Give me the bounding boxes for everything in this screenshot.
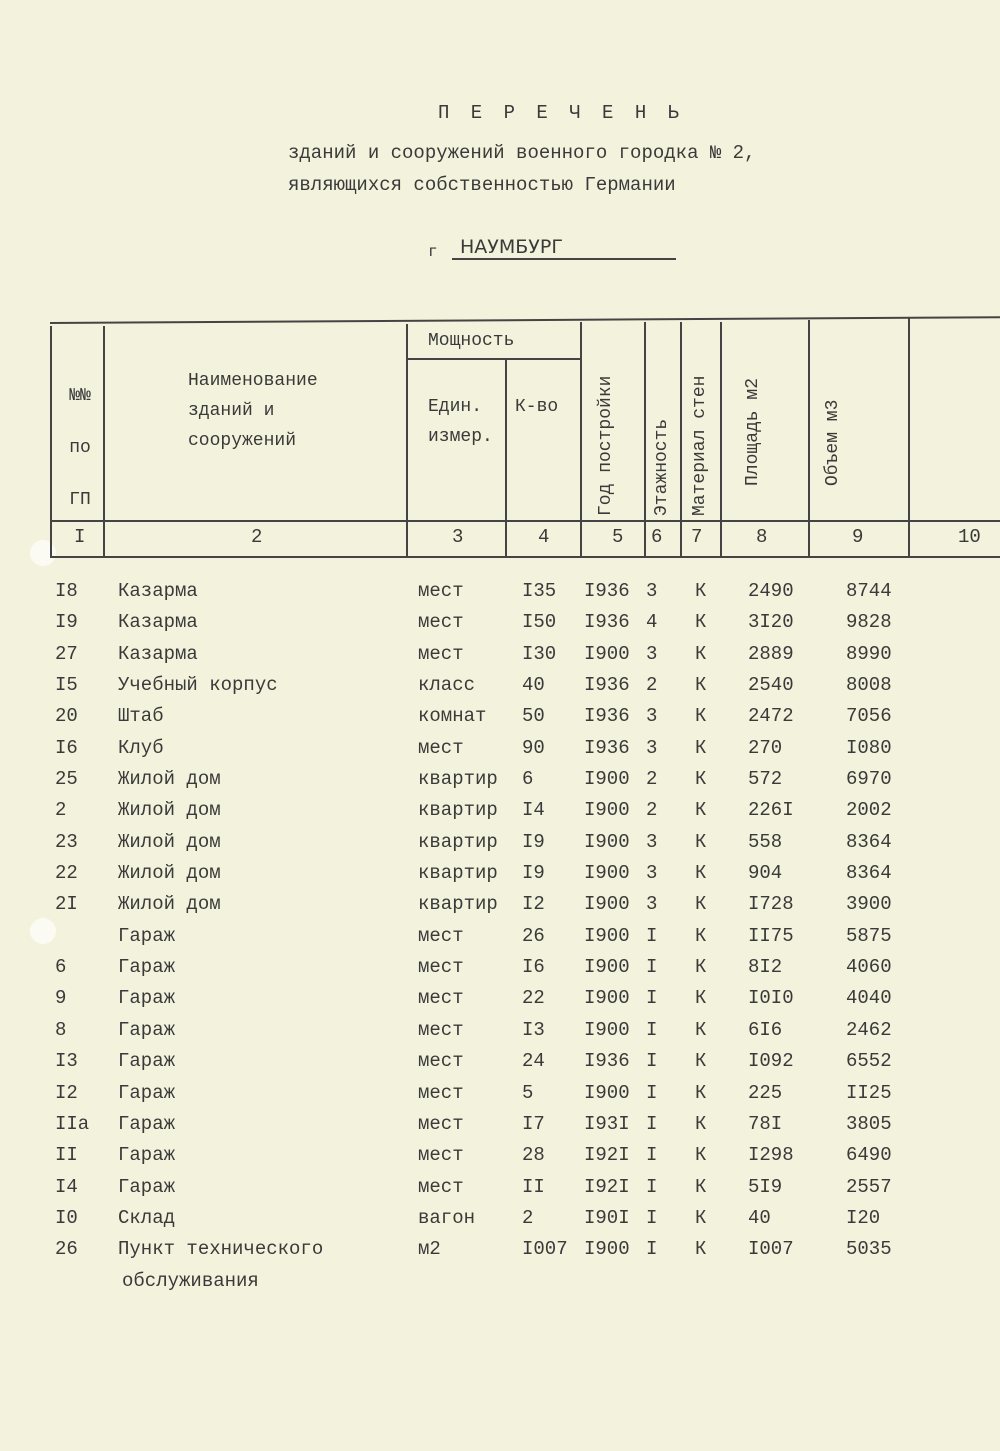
- area-m2: 8I2: [748, 956, 783, 979]
- quantity: I3: [522, 1018, 545, 1041]
- volume-m3: 4040: [846, 987, 892, 1010]
- table-row: [0, 893, 1000, 924]
- table-top-rule: [50, 316, 1000, 324]
- document-subtitle-line1: зданий и сооружений военного городка № 2,: [288, 142, 756, 164]
- header-year: Год постройки: [596, 375, 616, 516]
- building-name: Гараж: [118, 1175, 176, 1198]
- table-row: [0, 1019, 1000, 1050]
- last-row-name-continuation: обслуживания: [122, 1270, 259, 1292]
- volume-m3: 6970: [846, 768, 892, 791]
- row-number: I0: [55, 1206, 78, 1229]
- row-number: 26: [55, 1238, 78, 1261]
- table-row: [0, 737, 1000, 768]
- construction-year: I900: [584, 830, 630, 853]
- unit-of-measure: квартир: [418, 768, 498, 791]
- construction-year: I900: [584, 924, 630, 947]
- unit-of-measure: мест: [418, 611, 464, 634]
- construction-year: I900: [584, 1081, 630, 1104]
- construction-year: I936: [584, 736, 630, 759]
- col-divider: [50, 326, 52, 558]
- wall-material: К: [695, 1175, 707, 1198]
- volume-m3: 3900: [846, 893, 892, 916]
- floor-count: 3: [646, 580, 658, 602]
- wall-material: К: [695, 768, 707, 791]
- col-divider: [103, 326, 105, 558]
- volume-m3: 8364: [846, 862, 892, 885]
- quantity: 5: [522, 1081, 534, 1104]
- floor-count: I: [646, 1206, 658, 1229]
- building-name: Казарма: [118, 611, 198, 634]
- column-number: 6: [651, 526, 663, 548]
- area-m2: 2472: [748, 705, 794, 728]
- quantity: I007: [522, 1238, 568, 1261]
- area-m2: 558: [748, 830, 783, 853]
- table-row: [0, 705, 1000, 736]
- unit-of-measure: квартир: [418, 862, 498, 885]
- volume-m3: 8990: [846, 642, 892, 665]
- floor-count: I: [646, 987, 658, 1010]
- wall-material: К: [695, 830, 707, 853]
- construction-year: I900: [584, 987, 630, 1010]
- wall-material: К: [695, 1238, 707, 1261]
- volume-m3: 2002: [846, 799, 892, 822]
- floor-count: 3: [646, 642, 658, 665]
- row-number: 9: [55, 987, 67, 1010]
- row-number: 2I: [55, 893, 78, 916]
- unit-of-measure: мест: [418, 987, 464, 1010]
- wall-material: К: [695, 987, 707, 1010]
- col-divider: [808, 320, 810, 558]
- quantity: I4: [522, 799, 545, 822]
- unit-of-measure: мест: [418, 1175, 464, 1198]
- unit-of-measure: мест: [418, 956, 464, 979]
- volume-m3: 8364: [846, 830, 892, 853]
- floor-count: 3: [646, 705, 658, 728]
- row-number: 6: [55, 956, 67, 979]
- wall-material: К: [695, 736, 707, 759]
- volume-m3: 7056: [846, 705, 892, 728]
- floor-count: I: [646, 1144, 658, 1167]
- building-name: Гараж: [118, 987, 176, 1010]
- construction-year: I936: [584, 580, 630, 602]
- row-number: 8: [55, 1018, 67, 1041]
- quantity: I9: [522, 830, 545, 853]
- construction-year: I900: [584, 768, 630, 791]
- column-number: 5: [612, 526, 624, 548]
- document-subtitle-line2: являющихся собственностью Германии: [288, 174, 676, 196]
- row-number: 25: [55, 768, 78, 791]
- quantity: I7: [522, 1112, 545, 1135]
- volume-m3: 6490: [846, 1144, 892, 1167]
- quantity: I50: [522, 611, 557, 634]
- volume-m3: 4060: [846, 956, 892, 979]
- unit-of-measure: м2: [418, 1238, 441, 1261]
- floor-count: I: [646, 1050, 658, 1073]
- unit-of-measure: мест: [418, 1081, 464, 1104]
- header-qty: К-во: [515, 397, 559, 417]
- area-m2: 225: [748, 1081, 783, 1104]
- building-name: Гараж: [118, 1112, 176, 1135]
- area-m2: I007: [748, 1238, 794, 1261]
- punch-hole: [30, 540, 56, 566]
- floor-count: 3: [646, 830, 658, 853]
- header-capacity: Мощность: [428, 331, 515, 351]
- wall-material: К: [695, 1050, 707, 1073]
- building-name: Гараж: [118, 1081, 176, 1104]
- unit-of-measure: мест: [418, 736, 464, 759]
- column-number: I: [74, 526, 86, 548]
- unit-of-measure: квартир: [418, 799, 498, 822]
- row-number: I3: [55, 1050, 78, 1073]
- building-name: Гараж: [118, 956, 176, 979]
- table-row: [0, 831, 1000, 862]
- wall-material: К: [695, 1018, 707, 1041]
- construction-year: I900: [584, 799, 630, 822]
- unit-of-measure: комнат: [418, 705, 487, 728]
- floor-count: 3: [646, 893, 658, 916]
- quantity: 40: [522, 674, 545, 697]
- floor-count: I: [646, 1175, 658, 1198]
- area-m2: I728: [748, 893, 794, 916]
- floor-count: I: [646, 1018, 658, 1041]
- construction-year: I900: [584, 1018, 630, 1041]
- building-name: Жилой дом: [118, 893, 221, 916]
- column-number: 3: [452, 526, 464, 548]
- row-number: 2: [55, 799, 67, 822]
- quantity: 90: [522, 736, 545, 759]
- area-m2: 78I: [748, 1112, 783, 1135]
- construction-year: I90I: [584, 1206, 630, 1229]
- wall-material: К: [695, 1144, 707, 1167]
- table-row: [0, 674, 1000, 705]
- quantity: 50: [522, 705, 545, 728]
- col-divider: [505, 358, 507, 558]
- row-number: I6: [55, 736, 78, 759]
- floor-count: 3: [646, 736, 658, 759]
- building-name: Жилой дом: [118, 768, 221, 791]
- wall-material: К: [695, 893, 707, 916]
- building-name: Жилой дом: [118, 830, 221, 853]
- table-row: [0, 956, 1000, 987]
- construction-year: I92I: [584, 1144, 630, 1167]
- building-name: Жилой дом: [118, 799, 221, 822]
- volume-m3: 6552: [846, 1050, 892, 1073]
- row-number: I8: [55, 580, 78, 602]
- row-number: I5: [55, 674, 78, 697]
- quantity: 22: [522, 987, 545, 1010]
- area-m2: 2889: [748, 642, 794, 665]
- area-m2: I0I0: [748, 987, 794, 1010]
- row-number: 22: [55, 862, 78, 885]
- building-name: Гараж: [118, 1050, 176, 1073]
- floor-count: I: [646, 1112, 658, 1135]
- unit-of-measure: класс: [418, 674, 476, 697]
- floor-count: 2: [646, 768, 658, 791]
- table-row: [0, 1207, 1000, 1238]
- capacity-rule: [408, 358, 580, 360]
- table-row: [0, 1082, 1000, 1113]
- unit-of-measure: мест: [418, 924, 464, 947]
- volume-m3: 8008: [846, 674, 892, 697]
- column-number: 2: [251, 526, 263, 548]
- volume-m3: II25: [846, 1081, 892, 1104]
- quantity: 28: [522, 1144, 545, 1167]
- quantity: I30: [522, 642, 557, 665]
- wall-material: К: [695, 580, 707, 602]
- floor-count: I: [646, 956, 658, 979]
- volume-m3: 9828: [846, 611, 892, 634]
- volume-m3: I20: [846, 1206, 881, 1229]
- table-row: [0, 1238, 1000, 1269]
- table-row: [0, 1176, 1000, 1207]
- unit-of-measure: мест: [418, 642, 464, 665]
- unit-of-measure: мест: [418, 1144, 464, 1167]
- table-row: [0, 987, 1000, 1018]
- floor-count: I: [646, 1238, 658, 1261]
- volume-m3: 2557: [846, 1175, 892, 1198]
- construction-year: I936: [584, 705, 630, 728]
- quantity: I6: [522, 956, 545, 979]
- building-name: Казарма: [118, 580, 198, 602]
- floor-count: 3: [646, 862, 658, 885]
- construction-year: I900: [584, 862, 630, 885]
- col-divider: [580, 322, 582, 558]
- header-bottom-rule: [50, 520, 1000, 522]
- building-name: Штаб: [118, 705, 164, 728]
- wall-material: К: [695, 1206, 707, 1229]
- row-number: 23: [55, 830, 78, 853]
- row-number: I9: [55, 611, 78, 634]
- unit-of-measure: мест: [418, 1112, 464, 1135]
- table-row: [0, 611, 1000, 642]
- construction-year: I936: [584, 611, 630, 634]
- wall-material: К: [695, 956, 707, 979]
- area-m2: 572: [748, 768, 783, 791]
- table-row: [0, 925, 1000, 956]
- building-name: Гараж: [118, 1018, 176, 1041]
- table-row: [0, 1144, 1000, 1175]
- floor-count: I: [646, 924, 658, 947]
- city-name: НАУМБУРГ: [452, 236, 676, 260]
- unit-of-measure: мест: [418, 1050, 464, 1073]
- area-m2: 40: [748, 1206, 771, 1229]
- row-number: I2: [55, 1081, 78, 1104]
- unit-of-measure: вагон: [418, 1206, 476, 1229]
- area-m2: 2540: [748, 674, 794, 697]
- quantity: 2: [522, 1206, 534, 1229]
- row-number: 20: [55, 705, 78, 728]
- header-unit: Един. измер.: [428, 397, 493, 447]
- building-name: Казарма: [118, 642, 198, 665]
- quantity: 24: [522, 1050, 545, 1073]
- col-divider: [908, 318, 910, 558]
- col-divider: [680, 322, 682, 558]
- building-name: Жилой дом: [118, 862, 221, 885]
- building-name: Гараж: [118, 1144, 176, 1167]
- wall-material: К: [695, 924, 707, 947]
- area-m2: 3I20: [748, 611, 794, 634]
- area-m2: I092: [748, 1050, 794, 1073]
- wall-material: К: [695, 611, 707, 634]
- area-m2: 2490: [748, 580, 794, 602]
- area-m2: 6I6: [748, 1018, 783, 1041]
- building-name: Клуб: [118, 736, 164, 759]
- construction-year: I900: [584, 956, 630, 979]
- area-m2: I298: [748, 1144, 794, 1167]
- area-m2: 226I: [748, 799, 794, 822]
- wall-material: К: [695, 674, 707, 697]
- floor-count: 2: [646, 674, 658, 697]
- table-row: [0, 580, 1000, 611]
- wall-material: К: [695, 642, 707, 665]
- floor-count: I: [646, 1081, 658, 1104]
- construction-year: I900: [584, 893, 630, 916]
- column-number: 8: [756, 526, 768, 548]
- volume-m3: I080: [846, 736, 892, 759]
- construction-year: I92I: [584, 1175, 630, 1198]
- area-m2: 904: [748, 862, 783, 885]
- building-name: Учебный корпус: [118, 674, 278, 697]
- table-row: [0, 799, 1000, 830]
- building-name: Склад: [118, 1206, 176, 1229]
- header-material: Материал стен: [690, 375, 710, 516]
- quantity: 6: [522, 768, 534, 791]
- unit-of-measure: квартир: [418, 830, 498, 853]
- construction-year: I936: [584, 674, 630, 697]
- table-row: [0, 1113, 1000, 1144]
- building-name: Пункт технического: [118, 1238, 324, 1261]
- header-area: Площадь м2: [743, 377, 763, 486]
- column-number: 9: [852, 526, 864, 548]
- wall-material: К: [695, 1081, 707, 1104]
- floor-count: 4: [646, 611, 658, 634]
- city-prefix: г: [428, 243, 438, 261]
- floor-count: 2: [646, 799, 658, 822]
- colnum-bottom-rule: [50, 556, 1000, 558]
- volume-m3: 2462: [846, 1018, 892, 1041]
- column-number: 10: [958, 526, 981, 548]
- row-number: 27: [55, 642, 78, 665]
- header-floors: Этажность: [652, 418, 672, 516]
- volume-m3: 3805: [846, 1112, 892, 1135]
- col-divider: [720, 322, 722, 558]
- wall-material: К: [695, 862, 707, 885]
- quantity: I2: [522, 893, 545, 916]
- col-divider: [644, 322, 646, 558]
- header-name: Наименование зданий и сооружений: [188, 371, 318, 451]
- table-row: [0, 768, 1000, 799]
- construction-year: I93I: [584, 1112, 630, 1135]
- row-number: IIa: [55, 1112, 90, 1135]
- area-m2: II75: [748, 924, 794, 947]
- table-row: [0, 1050, 1000, 1081]
- document-title: П Е Р Е Ч Е Н Ь: [438, 102, 685, 124]
- wall-material: К: [695, 705, 707, 728]
- header-no: №№ по ГП: [69, 386, 91, 510]
- wall-material: К: [695, 799, 707, 822]
- volume-m3: 8744: [846, 580, 892, 602]
- column-number: 4: [538, 526, 550, 548]
- column-number: 7: [691, 526, 703, 548]
- building-name: Гараж: [118, 924, 176, 947]
- volume-m3: 5875: [846, 924, 892, 947]
- construction-year: I900: [584, 1238, 630, 1261]
- quantity: I9: [522, 862, 545, 885]
- header-volume: Объем м3: [823, 399, 843, 486]
- construction-year: I936: [584, 1050, 630, 1073]
- quantity: II: [522, 1175, 545, 1198]
- table-row: [0, 643, 1000, 674]
- unit-of-measure: мест: [418, 580, 464, 602]
- wall-material: К: [695, 1112, 707, 1135]
- table-row: [0, 862, 1000, 893]
- col-divider: [406, 324, 408, 558]
- unit-of-measure: квартир: [418, 893, 498, 916]
- area-m2: 270: [748, 736, 783, 759]
- row-number: I4: [55, 1175, 78, 1198]
- quantity: I35: [522, 580, 557, 602]
- table-body: [0, 580, 1000, 1270]
- unit-of-measure: мест: [418, 1018, 464, 1041]
- row-number: II: [55, 1144, 78, 1167]
- construction-year: I900: [584, 642, 630, 665]
- quantity: 26: [522, 924, 545, 947]
- volume-m3: 5035: [846, 1238, 892, 1261]
- area-m2: 5I9: [748, 1175, 783, 1198]
